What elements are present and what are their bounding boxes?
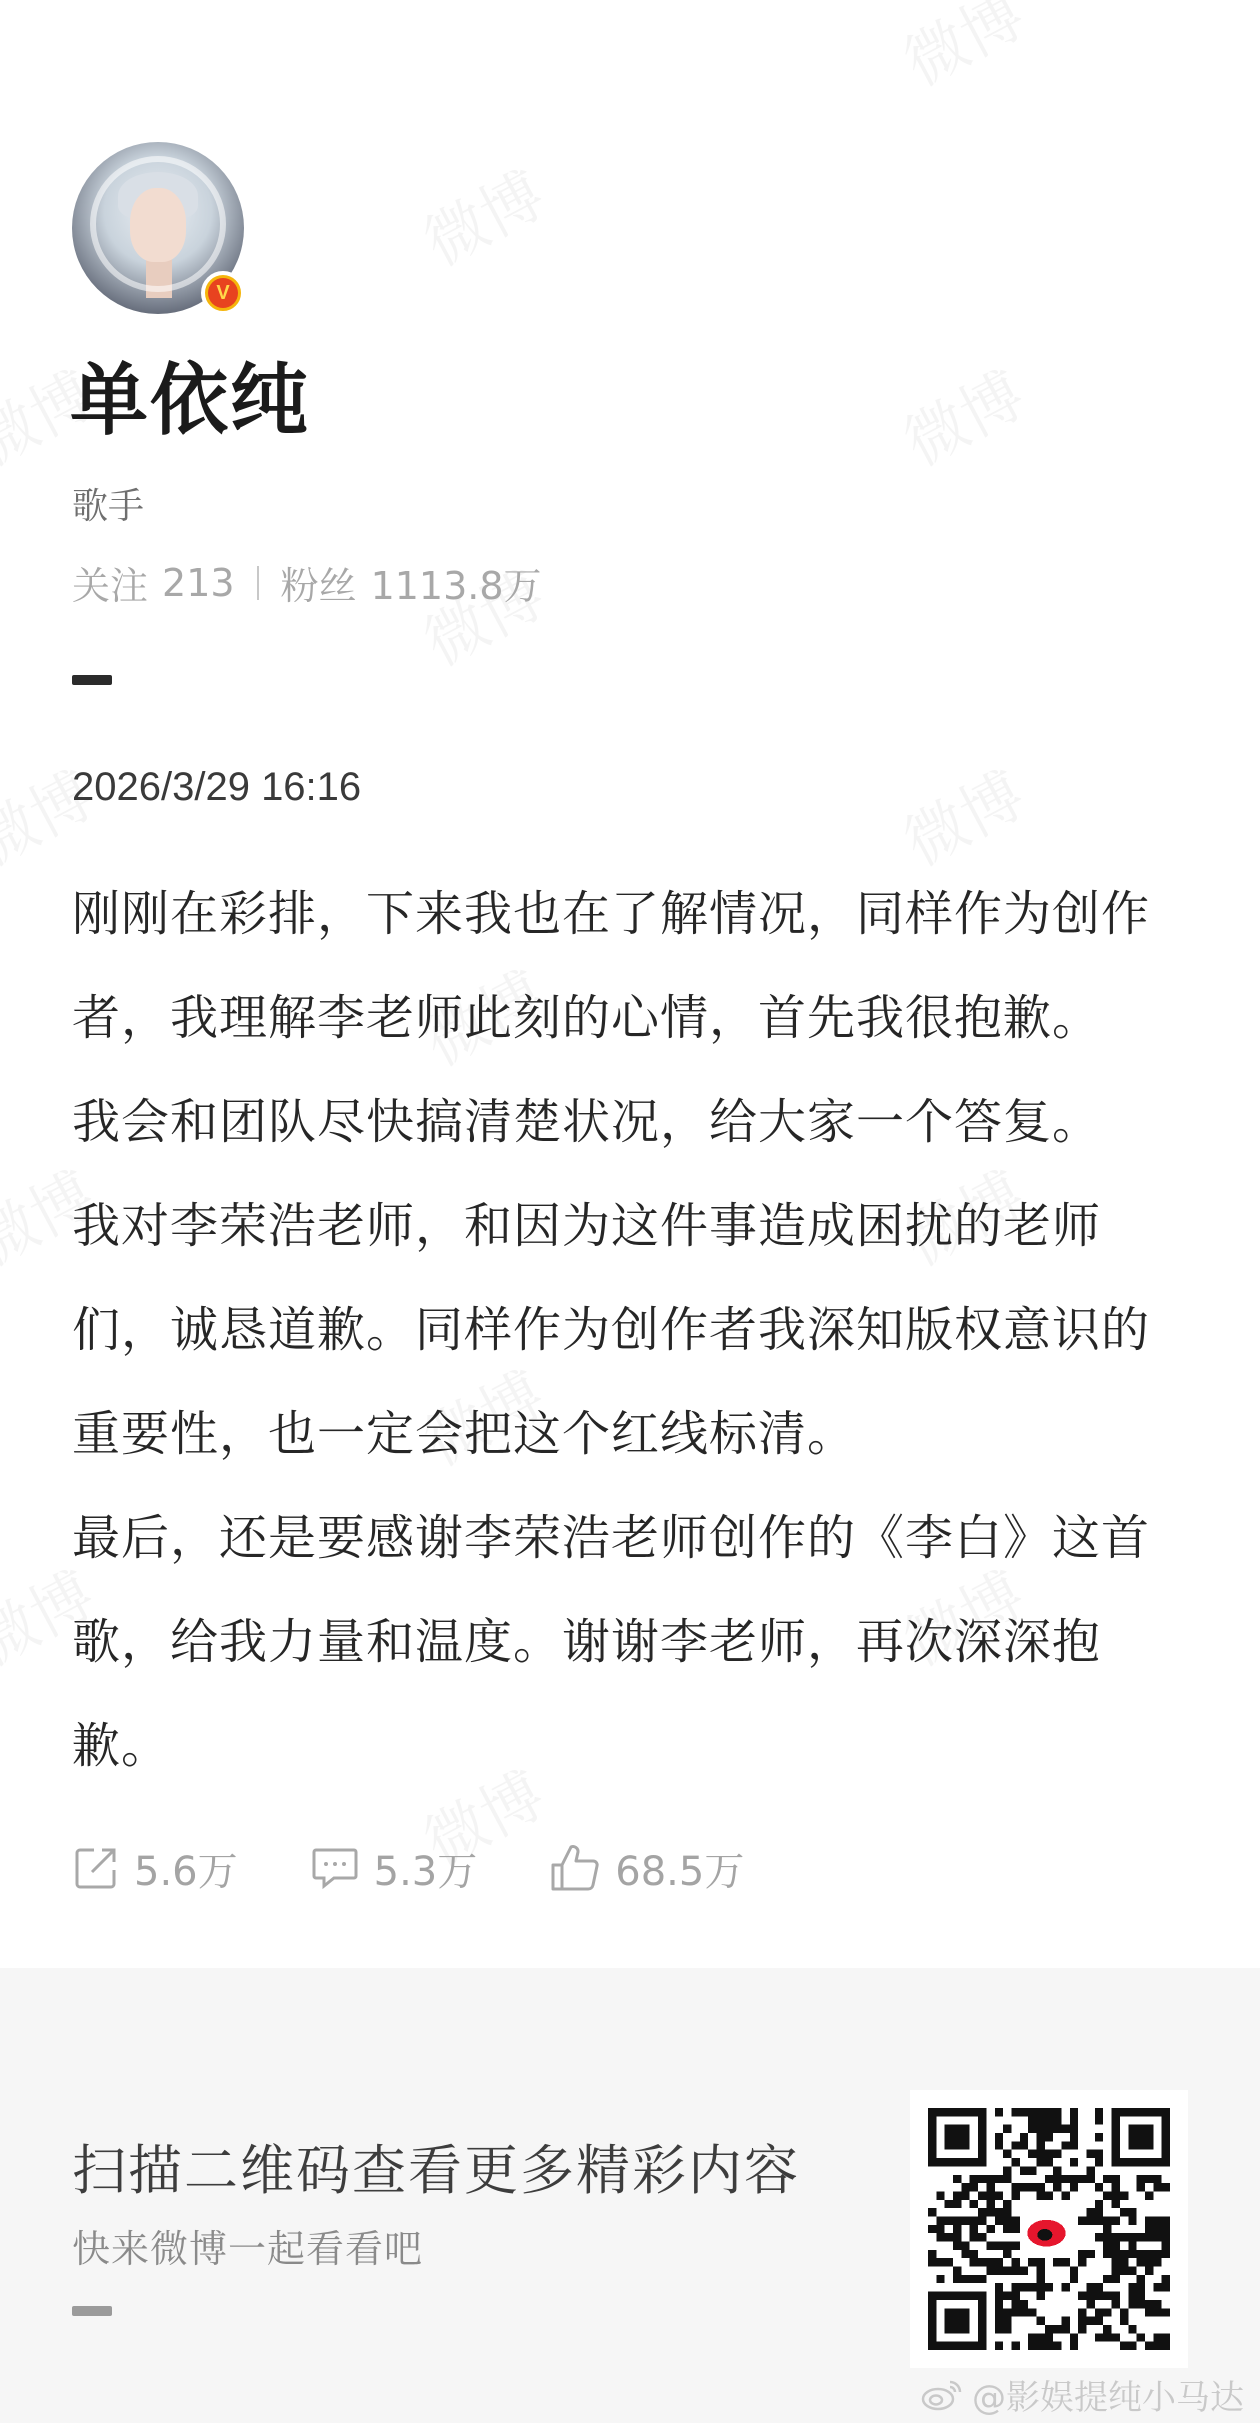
footer-title: 扫描二维码查看更多精彩内容 xyxy=(72,2139,800,2202)
watermark xyxy=(886,0,1037,103)
repost-count: 5.6万 xyxy=(134,1848,238,1895)
repost-icon xyxy=(72,1844,120,1892)
like-count: 68.5万 xyxy=(615,1848,745,1895)
post-paragraph: 最后，还是要感谢李荣浩老师创作的《李白》这首歌，给我力量和温度。谢谢李老师，再次深深抱歉。 xyxy=(72,1510,1151,1774)
verified-v-badge-icon: V xyxy=(201,271,245,315)
followers-count: 1113.8万 xyxy=(370,564,542,608)
thumbs-up-icon xyxy=(549,1843,601,1893)
post-date: 2026/3/29 16:16 xyxy=(72,765,362,809)
watermark xyxy=(886,346,1037,483)
comment-button[interactable] xyxy=(310,1840,478,1897)
watermark xyxy=(406,146,557,283)
qr-code-icon xyxy=(928,2108,1170,2350)
comment-count: 5.3万 xyxy=(373,1848,478,1895)
following-label: 关注 xyxy=(72,564,149,608)
footer-divider xyxy=(72,2306,112,2316)
following-count: 213 xyxy=(162,560,235,605)
footer-subtitle: 快来微博一起看看吧 xyxy=(72,2227,424,2271)
attribution-handle: @影娱提纯小马达 xyxy=(972,2378,1244,2418)
stats-divider xyxy=(257,566,259,600)
post-body xyxy=(72,862,1194,1798)
post-paragraph: 刚刚在彩排，下来我也在了解情况，同样作为创作者，我理解李老师此刻的心情，首先我很抱歉。 xyxy=(72,886,1151,1046)
attribution xyxy=(920,2370,1244,2419)
profile-name[interactable]: 单依纯 xyxy=(70,356,311,446)
profile-stats xyxy=(72,555,542,610)
post-actions xyxy=(72,1838,816,1898)
post-paragraph: 我会和团队尽快搞清楚状况，给大家一个答复。 xyxy=(72,1094,1102,1150)
section-divider xyxy=(72,675,112,685)
comment-icon xyxy=(310,1844,360,1892)
post-paragraph: 我对李荣浩老师，和因为这件事造成困扰的老师们，诚恳道歉。同样作为创作者我深知版权意识的重要性，也一定会把这个红线标清。 xyxy=(72,1198,1151,1462)
weibo-logo-icon xyxy=(920,2378,964,2412)
profile-role: 歌手 xyxy=(72,486,145,527)
followers-label: 粉丝 xyxy=(280,564,357,608)
like-button[interactable] xyxy=(549,1840,744,1897)
qr-code[interactable] xyxy=(910,2090,1188,2368)
repost-button[interactable] xyxy=(72,1840,238,1897)
